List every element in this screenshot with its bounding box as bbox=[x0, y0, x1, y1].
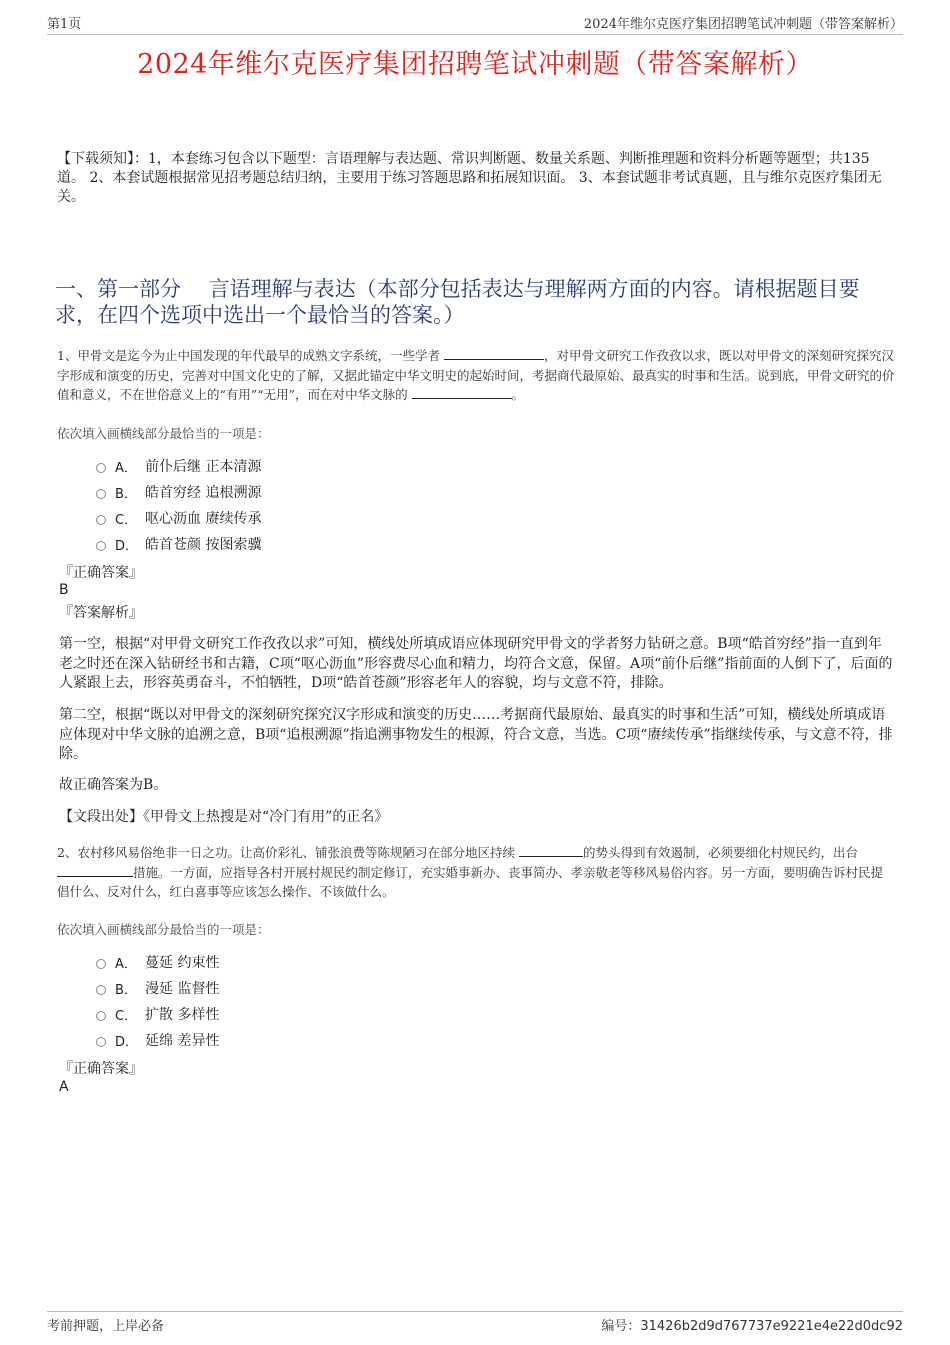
answer-blank bbox=[519, 844, 583, 857]
option-d[interactable] bbox=[96, 531, 261, 557]
option-text: 漫延 监督性 bbox=[145, 981, 220, 997]
radio-icon[interactable] bbox=[96, 985, 106, 995]
analysis-paragraph-2: 第二空，根据“既以对甲骨文的深刻研究探究汉字形成和演变的历史……考据商代最原始、最真实的时事和生活”可知，横线处所填成语应体现对中华文脉的追溯之意，B项“追根溯源”指追溯事物发生的根源，符合文意，当选。C项“赓续传承”指继续传承，与文意不符，排除。 bbox=[59, 707, 893, 762]
correct-answer-label: 『正确答案』 bbox=[59, 1061, 143, 1077]
page-number: 第1页 bbox=[47, 17, 82, 32]
option-letter: B． bbox=[115, 486, 137, 502]
radio-icon[interactable] bbox=[96, 463, 106, 473]
answer-blank bbox=[57, 864, 133, 877]
option-text: 皓首穷经 追根溯源 bbox=[145, 485, 262, 501]
question-2-text-part1: 2、农村移风易俗绝非一日之功。让高价彩礼、铺张浪费等陈规陋习在部分地区持续 bbox=[57, 845, 519, 860]
option-letter: A． bbox=[115, 956, 137, 972]
question-2-text-part3: 措施。一方面，应指导各村开展村规民约制定修订，充实婚事新办、丧事简办、孝亲敬老等移风易俗内容。另一方面，要明确告诉村民提倡什么、反对什么，红白喜事等应该怎么操作、不该做什么。 bbox=[57, 864, 884, 899]
option-text: 皓首苍颜 按图索骥 bbox=[145, 537, 262, 553]
correct-answer-value: A bbox=[59, 1079, 69, 1095]
option-c[interactable] bbox=[96, 1001, 219, 1027]
section-title: 一、第一部分 言语理解与表达（本部分包括表达与理解两方面的内容。请根据题目要求，在四个选项中选出一个最恰当的答案。） bbox=[55, 277, 860, 327]
header-doc-title: 2024年维尔克医疗集团招聘笔试冲刺题（带答案解析） bbox=[583, 17, 903, 32]
option-d[interactable] bbox=[96, 1027, 219, 1053]
question-1-text bbox=[57, 346, 895, 405]
answer-blank bbox=[412, 386, 512, 399]
option-letter: C． bbox=[115, 512, 138, 528]
option-letter: A． bbox=[115, 460, 137, 476]
page-header bbox=[47, 12, 903, 35]
radio-icon[interactable] bbox=[96, 959, 106, 969]
option-letter: B． bbox=[115, 982, 137, 998]
correct-answer-value: B bbox=[59, 582, 69, 598]
question-2-options bbox=[96, 949, 219, 1053]
correct-answer-label: 『正确答案』 bbox=[59, 565, 143, 581]
question-1-text-part1: 1、甲骨文是迄今为止中国发现的年代最早的成熟文字系统，一些学者 bbox=[57, 348, 444, 363]
analysis-conclusion: 故正确答案为B。 bbox=[59, 777, 168, 793]
document-title: 2024年维尔克医疗集团招聘笔试冲刺题（带答案解析） bbox=[137, 49, 813, 80]
option-a[interactable] bbox=[96, 949, 219, 975]
option-text: 扩散 多样性 bbox=[145, 1007, 220, 1023]
question-1-text-part2: ，对甲骨文研究工作孜孜以求，既以对甲骨文的深刻研究探究汉字形成和演变的历史，完善对中国文化史的了解，又据此锚定中华文明史的起始时间，考据商代最原始、最真实的时事和生活。说到底，甲骨文研究的价值和意义，不在世俗意义上的“有用”“无用”，而在对中华文脉的 bbox=[57, 348, 895, 402]
radio-icon[interactable] bbox=[96, 1037, 106, 1047]
option-letter: D． bbox=[115, 538, 139, 554]
option-letter: C． bbox=[115, 1008, 138, 1024]
download-notice: 【下载须知】：1，本套练习包含以下题型：言语理解与表达题、常识判断题、数量关系题、判断推理题和资料分析题等题型；共135道。 2、本套试题根据常见招考题总结归纳，主要用于练习答题思路和拓展知识面。 3、本套试题非考试真题，且与维尔克医疗集团无关。 bbox=[57, 151, 882, 205]
serial-label: 编号： bbox=[601, 1319, 641, 1334]
option-a[interactable] bbox=[96, 453, 261, 479]
option-b[interactable] bbox=[96, 479, 261, 505]
answer-blank bbox=[444, 347, 544, 360]
option-text: 蔓延 约束性 bbox=[145, 955, 220, 971]
serial-number: 31426b2d9d767737e9221e4e22d0dc92 bbox=[640, 1319, 903, 1334]
page-footer bbox=[47, 1311, 903, 1337]
option-text: 前仆后继 正本清源 bbox=[145, 459, 262, 475]
radio-icon[interactable] bbox=[96, 1011, 106, 1021]
question-2-prompt: 依次填入画横线部分最恰当的一项是： bbox=[57, 922, 270, 937]
footer-serial bbox=[601, 1315, 903, 1334]
option-text: 延绵 差异性 bbox=[145, 1033, 220, 1049]
option-c[interactable] bbox=[96, 505, 261, 531]
question-2-text bbox=[57, 843, 895, 902]
option-b[interactable] bbox=[96, 975, 219, 1001]
radio-icon[interactable] bbox=[96, 541, 106, 551]
question-1-text-part3: 。 bbox=[511, 387, 525, 402]
question-2-text-part2: 的势头得到有效遏制，必须要细化村规民约，出台 bbox=[582, 845, 858, 860]
radio-icon[interactable] bbox=[96, 515, 106, 525]
radio-icon[interactable] bbox=[96, 489, 106, 499]
question-1-prompt: 依次填入画横线部分最恰当的一项是： bbox=[57, 426, 270, 441]
analysis-label: 『答案解析』 bbox=[59, 605, 143, 621]
passage-source: 【文段出处】《甲骨文上热搜是对“冷门有用”的正名》 bbox=[59, 809, 389, 825]
question-1-options bbox=[96, 453, 261, 557]
option-letter: D． bbox=[115, 1034, 139, 1050]
option-text: 呕心沥血 赓续传承 bbox=[145, 511, 262, 527]
analysis-paragraph-1: 第一空，根据“对甲骨文研究工作孜孜以求”可知，横线处所填成语应体现研究甲骨文的学者努力钻研之意。B项“皓首穷经”指一直到年老之时还在深入钻研经书和古籍，C项“呕心沥血”形容费尽心血和精力，均符合文意，保留。A项“前仆后继”指前面的人倒下了，后面的人紧跟上去，形容英勇奋斗，不怕牺牲，D项“皓首苍颜”形容老年人的容貌，均与文意不符，排除。 bbox=[59, 636, 893, 691]
footer-slogan: 考前押题，上岸必备 bbox=[47, 1319, 165, 1334]
